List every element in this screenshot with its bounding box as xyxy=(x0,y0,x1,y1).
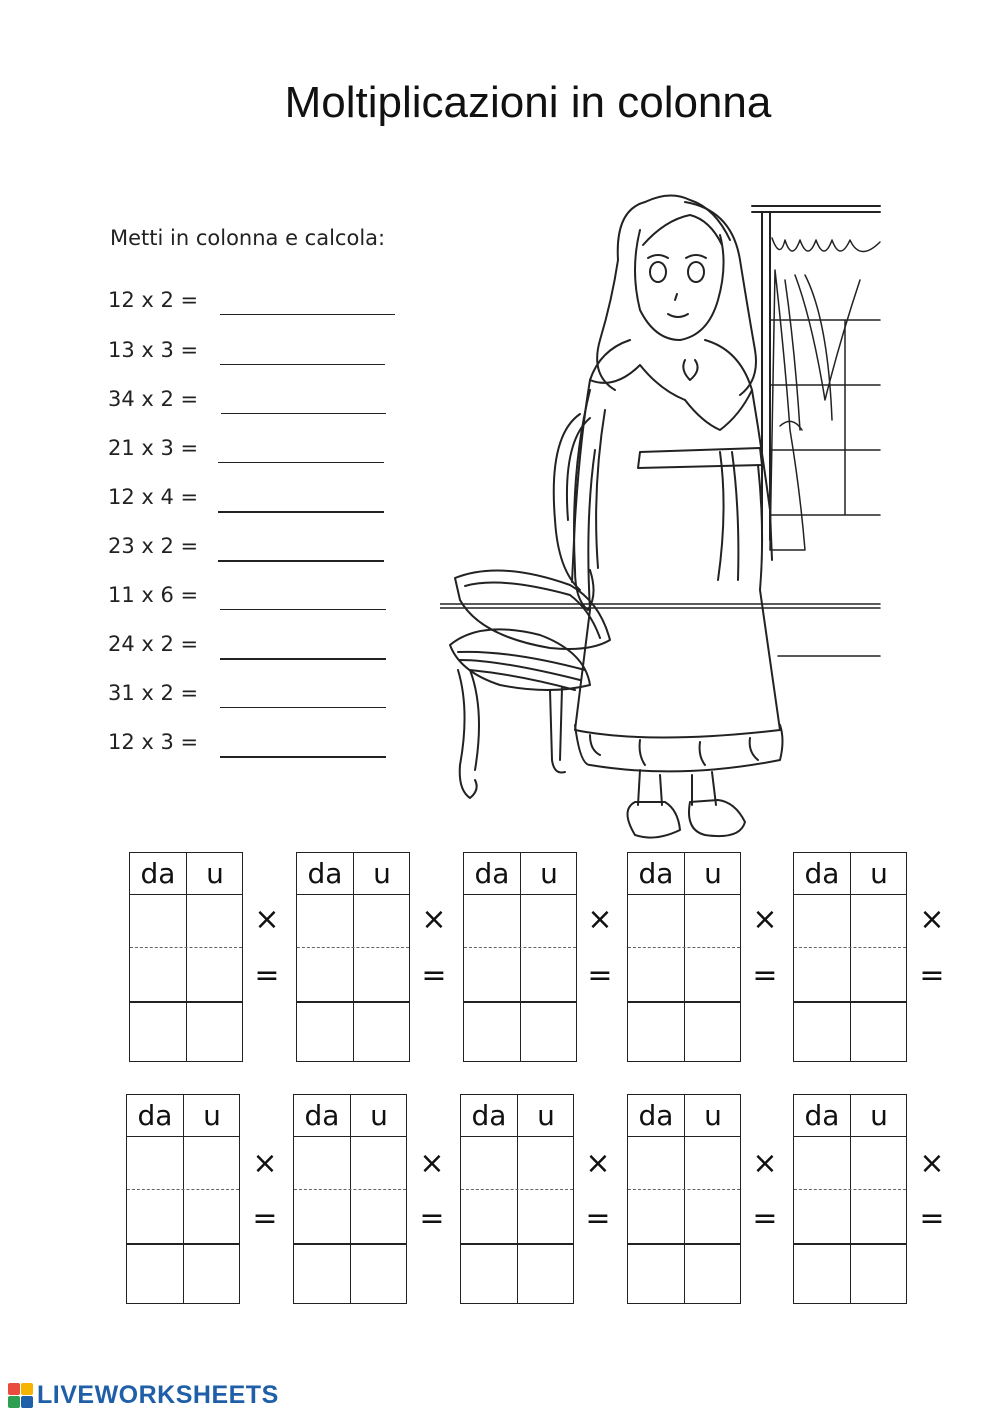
liveworksheets-logo[interactable] xyxy=(8,1380,279,1410)
times-sign: × xyxy=(419,1146,445,1181)
grid-header-tens: da xyxy=(137,1099,173,1132)
girl-in-robe-illustration xyxy=(440,190,885,850)
answer-line[interactable] xyxy=(218,462,384,463)
answer-line[interactable] xyxy=(218,511,384,513)
exercise-expression: 23 x 2 = xyxy=(108,534,199,558)
multiplication-grid xyxy=(463,852,577,1062)
equals-sign: = xyxy=(919,958,945,993)
times-sign: × xyxy=(587,902,613,937)
times-sign: × xyxy=(585,1146,611,1181)
multiplication-grid xyxy=(293,1094,407,1304)
liveworksheets-mark-icon xyxy=(8,1383,33,1408)
chair-icon xyxy=(450,414,610,798)
exercise-expression: 12 x 4 = xyxy=(108,485,199,509)
multiplication-grid xyxy=(627,1094,741,1304)
times-sign: × xyxy=(252,1146,278,1181)
grid-header-tens: da xyxy=(804,857,840,890)
grid-header-tens: da xyxy=(638,1099,674,1132)
answer-line[interactable] xyxy=(221,413,386,414)
exercise-expression: 21 x 3 = xyxy=(108,436,199,460)
exercise-expression: 12 x 3 = xyxy=(108,730,199,754)
equals-sign: = xyxy=(419,1201,445,1236)
times-sign: × xyxy=(919,902,945,937)
exercise-expression: 24 x 2 = xyxy=(108,632,199,656)
multiplication-grid xyxy=(129,852,243,1062)
times-sign: × xyxy=(421,902,447,937)
grid-header-units: u xyxy=(370,1099,388,1132)
grid-header-tens: da xyxy=(304,1099,340,1132)
multiplication-grid xyxy=(793,1094,907,1304)
grid-header-tens: da xyxy=(140,857,176,890)
equals-sign: = xyxy=(587,958,613,993)
page-title: Moltiplicazioni in colonna xyxy=(284,78,772,127)
grid-header-units: u xyxy=(373,857,391,890)
answer-line[interactable] xyxy=(220,314,395,315)
exercise-expression: 34 x 2 = xyxy=(108,387,199,411)
multiplication-grid xyxy=(627,852,741,1062)
instruction-text: Metti in colonna e calcola: xyxy=(110,226,386,250)
equals-sign: = xyxy=(919,1201,945,1236)
answer-line[interactable] xyxy=(220,658,386,660)
answer-line[interactable] xyxy=(220,707,386,708)
multiplication-grid xyxy=(793,852,907,1062)
times-sign: × xyxy=(752,902,778,937)
equals-sign: = xyxy=(752,1201,778,1236)
grid-header-units: u xyxy=(203,1099,221,1132)
multiplication-grid xyxy=(126,1094,240,1304)
grid-header-units: u xyxy=(704,1099,722,1132)
exercise-expression: 11 x 6 = xyxy=(108,583,199,607)
exercise-expression: 31 x 2 = xyxy=(108,681,199,705)
brand-name: LIVEWORKSHEETS xyxy=(37,1380,279,1409)
window-icon xyxy=(440,206,880,656)
equals-sign: = xyxy=(254,958,280,993)
equals-sign: = xyxy=(752,958,778,993)
answer-line[interactable] xyxy=(220,756,386,758)
grid-header-tens: da xyxy=(638,857,674,890)
equals-sign: = xyxy=(421,958,447,993)
grid-header-units: u xyxy=(870,1099,888,1132)
girl-figure-icon xyxy=(572,195,783,837)
grid-header-tens: da xyxy=(474,857,510,890)
grid-header-units: u xyxy=(206,857,224,890)
grid-header-tens: da xyxy=(307,857,343,890)
exercise-expression: 12 x 2 = xyxy=(108,288,199,312)
multiplication-grid xyxy=(460,1094,574,1304)
times-sign: × xyxy=(254,902,280,937)
grid-header-tens: da xyxy=(471,1099,507,1132)
times-sign: × xyxy=(752,1146,778,1181)
times-sign: × xyxy=(919,1146,945,1181)
grid-header-units: u xyxy=(870,857,888,890)
multiplication-grid xyxy=(296,852,410,1062)
equals-sign: = xyxy=(585,1201,611,1236)
answer-line[interactable] xyxy=(220,609,386,610)
grid-header-units: u xyxy=(704,857,722,890)
answer-line[interactable] xyxy=(218,560,384,562)
grid-header-units: u xyxy=(540,857,558,890)
grid-header-tens: da xyxy=(804,1099,840,1132)
answer-line[interactable] xyxy=(220,364,385,365)
curtain-icon xyxy=(770,238,880,550)
equals-sign: = xyxy=(252,1201,278,1236)
exercise-expression: 13 x 3 = xyxy=(108,338,199,362)
grid-header-units: u xyxy=(537,1099,555,1132)
